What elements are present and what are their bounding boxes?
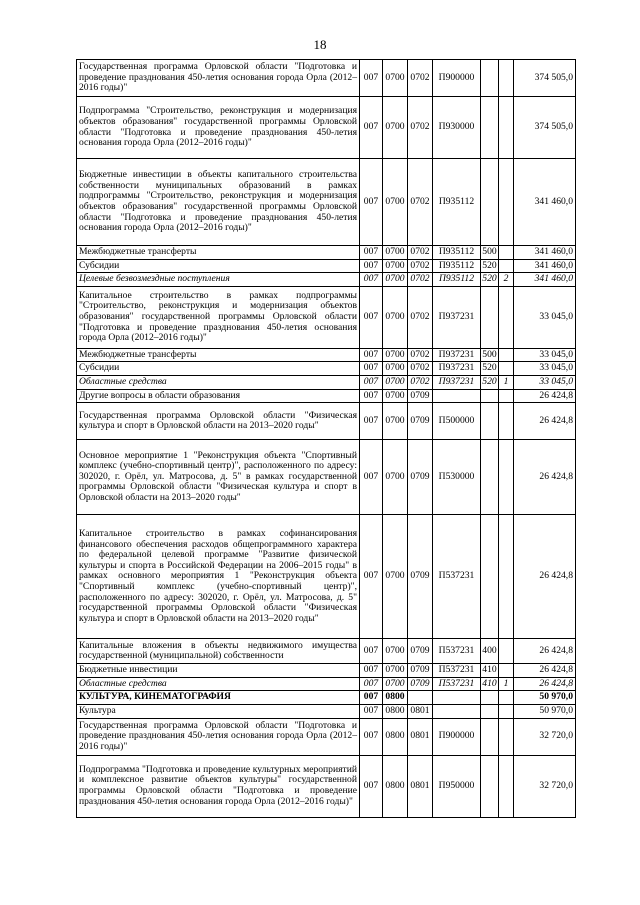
row-expense-type [481, 97, 499, 159]
row-name: Государственная программа Орловской области "Физическая культура и спорт в Орловской области на 2013–2020 годы" [77, 403, 360, 440]
table-row [77, 718, 576, 755]
row-name: Капитальное строительство в рамках софинансирования финансового обеспечения расходов общепрограммного характера по федеральной целевой программе "Развитие физической культуры и спорта в Российской Федерации на 2006–2015 годы" в рамках основного мероприятия 1 "Реконструкция объекта "Спортивный комплекс (учебно-спортивный центр)", расположенного по адресу: 302020, г. Орёл, ул. Матросова, д. 5" государственной программы Орловской области "Физическая культура и спорт в Орловской области на 2013–2020 годы" [77, 515, 360, 639]
table-row [77, 389, 576, 403]
row-amount: 341 460,0 [514, 273, 576, 287]
row-name: Бюджетные инвестиции [77, 664, 360, 678]
row-name: Субсидии [77, 259, 360, 273]
row-subsection-code: 0702 [408, 348, 433, 362]
table-row [77, 375, 576, 389]
row-target-article: П900000 [433, 718, 481, 755]
row-amount: 26 424,8 [514, 677, 576, 691]
row-funding-source [499, 718, 514, 755]
row-ved-code: 007 [360, 259, 383, 273]
row-section-code: 0700 [383, 375, 408, 389]
row-subsection-code: 0801 [408, 755, 433, 817]
row-expense-type: 500 [481, 348, 499, 362]
row-section-code: 0700 [383, 515, 408, 639]
row-target-article: П950000 [433, 755, 481, 817]
table-row [77, 97, 576, 159]
row-amount: 374 505,0 [514, 60, 576, 97]
row-subsection-code: 0709 [408, 677, 433, 691]
row-name: Целевые безвозмездные поступления [77, 273, 360, 287]
row-section-code: 0800 [383, 691, 408, 705]
row-expense-type [481, 515, 499, 639]
row-name: Культура [77, 704, 360, 718]
row-amount: 33 045,0 [514, 375, 576, 389]
row-section-code: 0700 [383, 97, 408, 159]
row-ved-code: 007 [360, 691, 383, 705]
row-ved-code: 007 [360, 60, 383, 97]
row-subsection-code: 0702 [408, 246, 433, 260]
table-row [77, 403, 576, 440]
row-subsection-code [408, 691, 433, 705]
row-section-code: 0700 [383, 403, 408, 440]
row-expense-type [481, 60, 499, 97]
row-amount: 374 505,0 [514, 97, 576, 159]
row-ved-code: 007 [360, 362, 383, 376]
row-target-article: П930000 [433, 97, 481, 159]
row-amount: 26 424,8 [514, 639, 576, 664]
row-name: Межбюджетные трансферты [77, 246, 360, 260]
row-funding-source [499, 97, 514, 159]
row-target-article: П537231 [433, 515, 481, 639]
row-ved-code: 007 [360, 440, 383, 515]
row-ved-code: 007 [360, 375, 383, 389]
row-expense-type: 520 [481, 375, 499, 389]
row-amount: 33 045,0 [514, 348, 576, 362]
row-target-article: П900000 [433, 60, 481, 97]
row-ved-code: 007 [360, 97, 383, 159]
row-subsection-code: 0702 [408, 286, 433, 348]
row-name: Основное мероприятие 1 "Реконструкция объекта "Спортивный комплекс (учебно-спортивный центр)", расположенного по адресу: 302020, г. Орёл, ул. Матросова, д. 5" в рамках государственной программы Орловской области "Физическая культура и спорт в Орловской области на 2013–2020 годы" [77, 440, 360, 515]
row-target-article [433, 691, 481, 705]
row-expense-type: 520 [481, 273, 499, 287]
row-amount: 341 460,0 [514, 159, 576, 246]
row-amount: 33 045,0 [514, 286, 576, 348]
row-name: Субсидии [77, 362, 360, 376]
row-section-code: 0800 [383, 718, 408, 755]
row-target-article: П935112 [433, 259, 481, 273]
row-target-article: П937231 [433, 362, 481, 376]
table-row [77, 440, 576, 515]
row-expense-type: 400 [481, 639, 499, 664]
row-target-article: П530000 [433, 440, 481, 515]
row-ved-code: 007 [360, 664, 383, 678]
row-funding-source [499, 259, 514, 273]
row-section-code: 0700 [383, 273, 408, 287]
row-section-code: 0700 [383, 259, 408, 273]
row-target-article: П937231 [433, 286, 481, 348]
row-expense-type [481, 755, 499, 817]
row-ved-code: 007 [360, 246, 383, 260]
row-amount: 341 460,0 [514, 246, 576, 260]
row-funding-source [499, 515, 514, 639]
row-name: Капитальное строительство в рамках подпрограммы "Строительство, реконструкция и модернизация объектов образования" государственной программы Орловской области "Подготовка и проведение празднования 450-летия основания города Орла (2012–2016 годы)" [77, 286, 360, 348]
row-amount: 50 970,0 [514, 691, 576, 705]
row-subsection-code: 0709 [408, 639, 433, 664]
row-funding-source [499, 403, 514, 440]
row-subsection-code: 0702 [408, 273, 433, 287]
row-section-code: 0800 [383, 755, 408, 817]
budget-table [76, 59, 576, 818]
row-section-code: 0700 [383, 348, 408, 362]
row-name: Межбюджетные трансферты [77, 348, 360, 362]
row-name: Капитальные вложения в объекты недвижимого имущества государственной (муниципальной) собственности [77, 639, 360, 664]
row-amount: 341 460,0 [514, 259, 576, 273]
row-section-code: 0800 [383, 704, 408, 718]
table-row [77, 348, 576, 362]
table-row [77, 664, 576, 678]
row-ved-code: 007 [360, 677, 383, 691]
row-subsection-code: 0709 [408, 389, 433, 403]
row-subsection-code: 0702 [408, 375, 433, 389]
row-target-article [433, 704, 481, 718]
row-ved-code: 007 [360, 286, 383, 348]
row-funding-source [499, 755, 514, 817]
row-amount: 26 424,8 [514, 403, 576, 440]
row-subsection-code: 0702 [408, 259, 433, 273]
row-subsection-code: 0709 [408, 403, 433, 440]
row-name: Подпрограмма "Строительство, реконструкция и модернизация объектов образования" государственной программы Орловской области "Подготовка и проведение празднования 450-летия основания города Орла (2012–2016 годы)" [77, 97, 360, 159]
row-name: Государственная программа Орловской области "Подготовка и проведение празднования 450-летия основания города Орла (2012–2016 годы)" [77, 60, 360, 97]
row-ved-code: 007 [360, 348, 383, 362]
row-ved-code: 007 [360, 389, 383, 403]
page-number: 18 [313, 37, 327, 52]
table-row [77, 639, 576, 664]
row-name: Подпрограмма "Подготовка и проведение культурных мероприятий и комплексное развитие объектов культуры" государственной программы Орловской области "Подготовка и проведение празднования 450-летия основания города Орла (2012–2016 годы)" [77, 755, 360, 817]
row-subsection-code: 0709 [408, 515, 433, 639]
row-target-article: П537231 [433, 664, 481, 678]
row-amount: 50 970,0 [514, 704, 576, 718]
row-expense-type [481, 691, 499, 705]
row-expense-type [481, 704, 499, 718]
row-funding-source [499, 664, 514, 678]
row-ved-code: 007 [360, 403, 383, 440]
table-row [77, 515, 576, 639]
row-funding-source [499, 159, 514, 246]
row-funding-source: 2 [499, 273, 514, 287]
row-expense-type: 410 [481, 664, 499, 678]
row-name: КУЛЬТУРА, КИНЕМАТОГРАФИЯ [77, 691, 360, 705]
row-name: Областные средства [77, 375, 360, 389]
row-section-code: 0700 [383, 677, 408, 691]
row-target-article: П937231 [433, 375, 481, 389]
row-expense-type [481, 159, 499, 246]
row-subsection-code: 0801 [408, 704, 433, 718]
row-ved-code: 007 [360, 273, 383, 287]
row-subsection-code: 0801 [408, 718, 433, 755]
row-ved-code: 007 [360, 159, 383, 246]
row-section-code: 0700 [383, 664, 408, 678]
row-target-article: П937231 [433, 348, 481, 362]
table-row [77, 60, 576, 97]
row-amount: 26 424,8 [514, 389, 576, 403]
row-funding-source [499, 389, 514, 403]
row-amount: 33 045,0 [514, 362, 576, 376]
row-funding-source [499, 348, 514, 362]
row-section-code: 0700 [383, 440, 408, 515]
row-target-article: П935112 [433, 246, 481, 260]
row-section-code: 0700 [383, 286, 408, 348]
row-funding-source: 1 [499, 677, 514, 691]
row-target-article [433, 389, 481, 403]
row-name: Бюджетные инвестиции в объекты капитального строительства собственности муниципальных образований в рамках подпрограммы "Строительство, реконструкция и модернизация объектов образования" государственной программы Орловской области "Подготовка и проведение празднования 450-летия основания города Орла (2012–2016 годы)" [77, 159, 360, 246]
table-row [77, 691, 576, 705]
row-expense-type [481, 286, 499, 348]
row-funding-source [499, 639, 514, 664]
row-funding-source [499, 362, 514, 376]
table-row [77, 246, 576, 260]
row-section-code: 0700 [383, 389, 408, 403]
row-ved-code: 007 [360, 755, 383, 817]
row-subsection-code: 0702 [408, 97, 433, 159]
table-row [77, 273, 576, 287]
row-section-code: 0700 [383, 159, 408, 246]
row-funding-source: 1 [499, 375, 514, 389]
row-amount: 26 424,8 [514, 515, 576, 639]
table-row [77, 677, 576, 691]
row-name: Государственная программа Орловской области "Подготовка и проведение празднования 450-летия основания города Орла (2012–2016 годы)" [77, 718, 360, 755]
row-ved-code: 007 [360, 704, 383, 718]
row-name: Областные средства [77, 677, 360, 691]
row-target-article: П935112 [433, 159, 481, 246]
row-section-code: 0700 [383, 639, 408, 664]
table-row [77, 755, 576, 817]
row-name: Другие вопросы в области образования [77, 389, 360, 403]
row-expense-type [481, 389, 499, 403]
row-amount: 32 720,0 [514, 718, 576, 755]
row-target-article: П935112 [433, 273, 481, 287]
table-row [77, 362, 576, 376]
row-subsection-code: 0702 [408, 60, 433, 97]
row-funding-source [499, 440, 514, 515]
table-row [77, 159, 576, 246]
table-row [77, 286, 576, 348]
row-ved-code: 007 [360, 639, 383, 664]
row-target-article: П537231 [433, 639, 481, 664]
row-expense-type: 500 [481, 246, 499, 260]
row-funding-source [499, 246, 514, 260]
row-expense-type [481, 718, 499, 755]
row-funding-source [499, 286, 514, 348]
table-row [77, 704, 576, 718]
row-section-code: 0700 [383, 246, 408, 260]
row-expense-type: 520 [481, 259, 499, 273]
row-funding-source [499, 704, 514, 718]
row-subsection-code: 0709 [408, 440, 433, 515]
row-subsection-code: 0709 [408, 664, 433, 678]
row-section-code: 0700 [383, 60, 408, 97]
row-amount: 26 424,8 [514, 664, 576, 678]
row-expense-type: 520 [481, 362, 499, 376]
row-target-article: П500000 [433, 403, 481, 440]
row-ved-code: 007 [360, 515, 383, 639]
row-funding-source [499, 691, 514, 705]
row-expense-type [481, 440, 499, 515]
row-funding-source [499, 60, 514, 97]
row-amount: 26 424,8 [514, 440, 576, 515]
row-amount: 32 720,0 [514, 755, 576, 817]
table-row [77, 259, 576, 273]
row-subsection-code: 0702 [408, 362, 433, 376]
row-expense-type [481, 403, 499, 440]
row-ved-code: 007 [360, 718, 383, 755]
row-section-code: 0700 [383, 362, 408, 376]
row-subsection-code: 0702 [408, 159, 433, 246]
row-target-article: П537231 [433, 677, 481, 691]
row-expense-type: 410 [481, 677, 499, 691]
